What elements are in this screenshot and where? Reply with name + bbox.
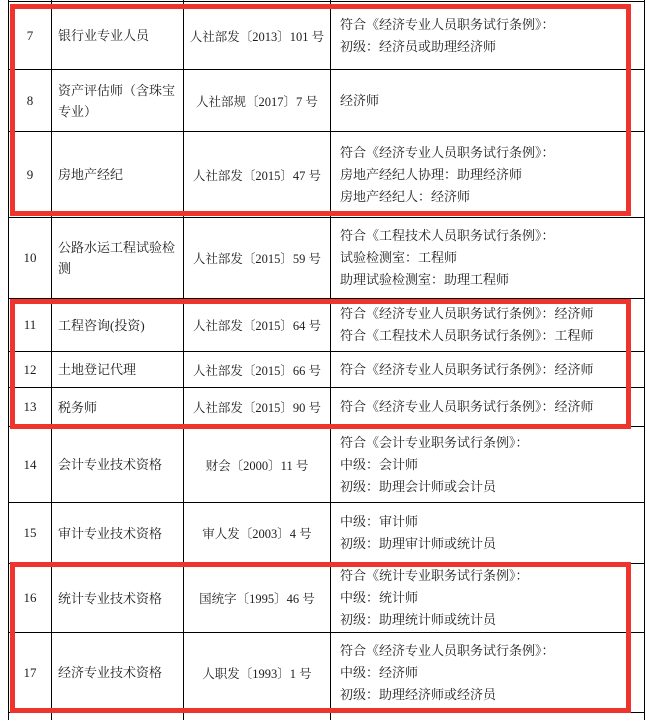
table-row bbox=[9, 352, 644, 388]
detail-line: 初级：助理统计师或统计员 bbox=[340, 612, 497, 627]
document-ref-cell: 人职发〔1993〕1 号 bbox=[184, 633, 331, 712]
details-cell bbox=[331, 713, 644, 720]
detail-line: 符合《经济专业人员职务试行条例》： bbox=[340, 642, 555, 658]
document-ref-cell: 人社部发〔2013〕101 号 bbox=[184, 2, 331, 69]
details-cell bbox=[331, 218, 644, 298]
document-ref-cell: 人社部发〔2015〕66 号 bbox=[184, 352, 331, 387]
detail-line: 初级：助理审计师或统计员 bbox=[340, 536, 497, 551]
details-cell bbox=[331, 2, 644, 69]
document-ref-cell: 人社部发〔2015〕90 号 bbox=[184, 388, 331, 426]
detail-line: 中级：统计师 bbox=[340, 590, 419, 605]
row-number-cell: 14 bbox=[9, 427, 52, 502]
detail-line: 试验检测室：工程师 bbox=[340, 250, 458, 265]
table-row bbox=[9, 388, 644, 427]
detail-line: 初级：助理经济师或经济员 bbox=[340, 686, 497, 702]
details-cell bbox=[331, 503, 644, 563]
table-row bbox=[9, 218, 644, 299]
profession-cell: 资产评估师（含珠宝专业） bbox=[52, 70, 184, 131]
row-number-cell: 17 bbox=[9, 633, 52, 712]
profession-cell: 公路水运工程试验检测 bbox=[52, 218, 184, 298]
details-cell bbox=[331, 132, 644, 217]
details-cell bbox=[331, 564, 644, 632]
document-ref-cell: 人社部发〔2015〕47 号 bbox=[184, 132, 331, 217]
table-row bbox=[9, 2, 644, 70]
profession-cell: 工程咨询(投资) bbox=[52, 299, 184, 351]
details-cell bbox=[331, 427, 644, 502]
row-number-cell: 12 bbox=[9, 352, 52, 387]
document-ref-cell: 人社部发〔2015〕64 号 bbox=[184, 299, 331, 351]
detail-line: 中级：经济师 bbox=[340, 664, 419, 680]
table-row bbox=[9, 503, 644, 564]
detail-line: 中级：审计师 bbox=[340, 514, 419, 529]
profession-cell: 统计专业技术资格 bbox=[52, 564, 184, 632]
row-number-cell: 15 bbox=[9, 503, 52, 563]
table-row bbox=[9, 427, 644, 503]
detail-line: 房地产经纪人协理：助理经济师 bbox=[340, 166, 523, 182]
detail-line: 房地产经纪人：经济师 bbox=[340, 188, 471, 204]
profession-cell: 土地登记代理 bbox=[52, 352, 184, 387]
detail-line: 符合《经济专业人员职务试行条例》：经济师 bbox=[340, 361, 594, 377]
detail-line: 符合《经济专业人员职务试行条例》：经济师 bbox=[340, 399, 594, 414]
detail-line: 中级：会计师 bbox=[340, 456, 419, 472]
details-cell bbox=[331, 299, 644, 351]
details-cell bbox=[331, 352, 644, 387]
document-ref-cell bbox=[184, 713, 331, 720]
document-ref-cell: 人社部规〔2017〕7 号 bbox=[184, 70, 331, 131]
detail-line: 符合《经济专业人员职务试行条例》： bbox=[340, 16, 555, 32]
table-row bbox=[9, 132, 644, 218]
detail-line: 初级：助理会计师或会计员 bbox=[340, 478, 497, 494]
table-row bbox=[9, 564, 644, 633]
detail-line: 经济师 bbox=[340, 92, 380, 108]
detail-line: 符合《经济专业人员职务试行条例》：经济师 bbox=[340, 306, 594, 321]
details-cell bbox=[331, 70, 644, 131]
profession-cell: 房地产经纪 bbox=[52, 132, 184, 217]
table-row bbox=[9, 633, 644, 713]
document-ref-cell: 审人发〔2003〕4 号 bbox=[184, 503, 331, 563]
profession-cell: 审计专业技术资格 bbox=[52, 503, 184, 563]
detail-line: 符合《工程技术人员职务试行条例》： bbox=[340, 228, 555, 243]
detail-line: 符合《会计专业职务试行条例》： bbox=[340, 434, 529, 450]
profession-cell: 会计专业技术资格 bbox=[52, 427, 184, 502]
row-number-cell: 7 bbox=[9, 2, 52, 69]
detail-line: 符合《经济专业人员职务试行条例》： bbox=[340, 144, 555, 160]
row-number-cell bbox=[9, 713, 52, 720]
row-number-cell: 11 bbox=[9, 299, 52, 351]
document-ref-cell: 人社部发〔2015〕59 号 bbox=[184, 218, 331, 298]
table-row bbox=[9, 70, 644, 132]
row-number-cell: 16 bbox=[9, 564, 52, 632]
details-cell bbox=[331, 388, 644, 426]
document-ref-cell: 财会〔2000〕11 号 bbox=[184, 427, 331, 502]
row-number-cell: 10 bbox=[9, 218, 52, 298]
table-row bbox=[9, 299, 644, 352]
qualification-table bbox=[8, 0, 645, 720]
row-number-cell: 13 bbox=[9, 388, 52, 426]
profession-cell: 银行业专业人员 bbox=[52, 2, 184, 69]
partial-row-bottom bbox=[9, 713, 644, 720]
profession-cell: 经济专业技术资格 bbox=[52, 633, 184, 712]
row-number-cell: 9 bbox=[9, 132, 52, 217]
document-ref-cell: 国统字〔1995〕46 号 bbox=[184, 564, 331, 632]
detail-line: 符合《统计专业职务试行条例》： bbox=[340, 568, 529, 583]
detail-line: 助理试验检测室：助理工程师 bbox=[340, 272, 510, 287]
row-number-cell: 8 bbox=[9, 70, 52, 131]
details-cell bbox=[331, 633, 644, 712]
profession-cell bbox=[52, 713, 184, 720]
detail-line: 符合《工程技术人员职务试行条例》：工程师 bbox=[340, 328, 594, 343]
profession-cell: 税务师 bbox=[52, 388, 184, 426]
detail-line: 初级：经济员或助理经济师 bbox=[340, 38, 497, 54]
